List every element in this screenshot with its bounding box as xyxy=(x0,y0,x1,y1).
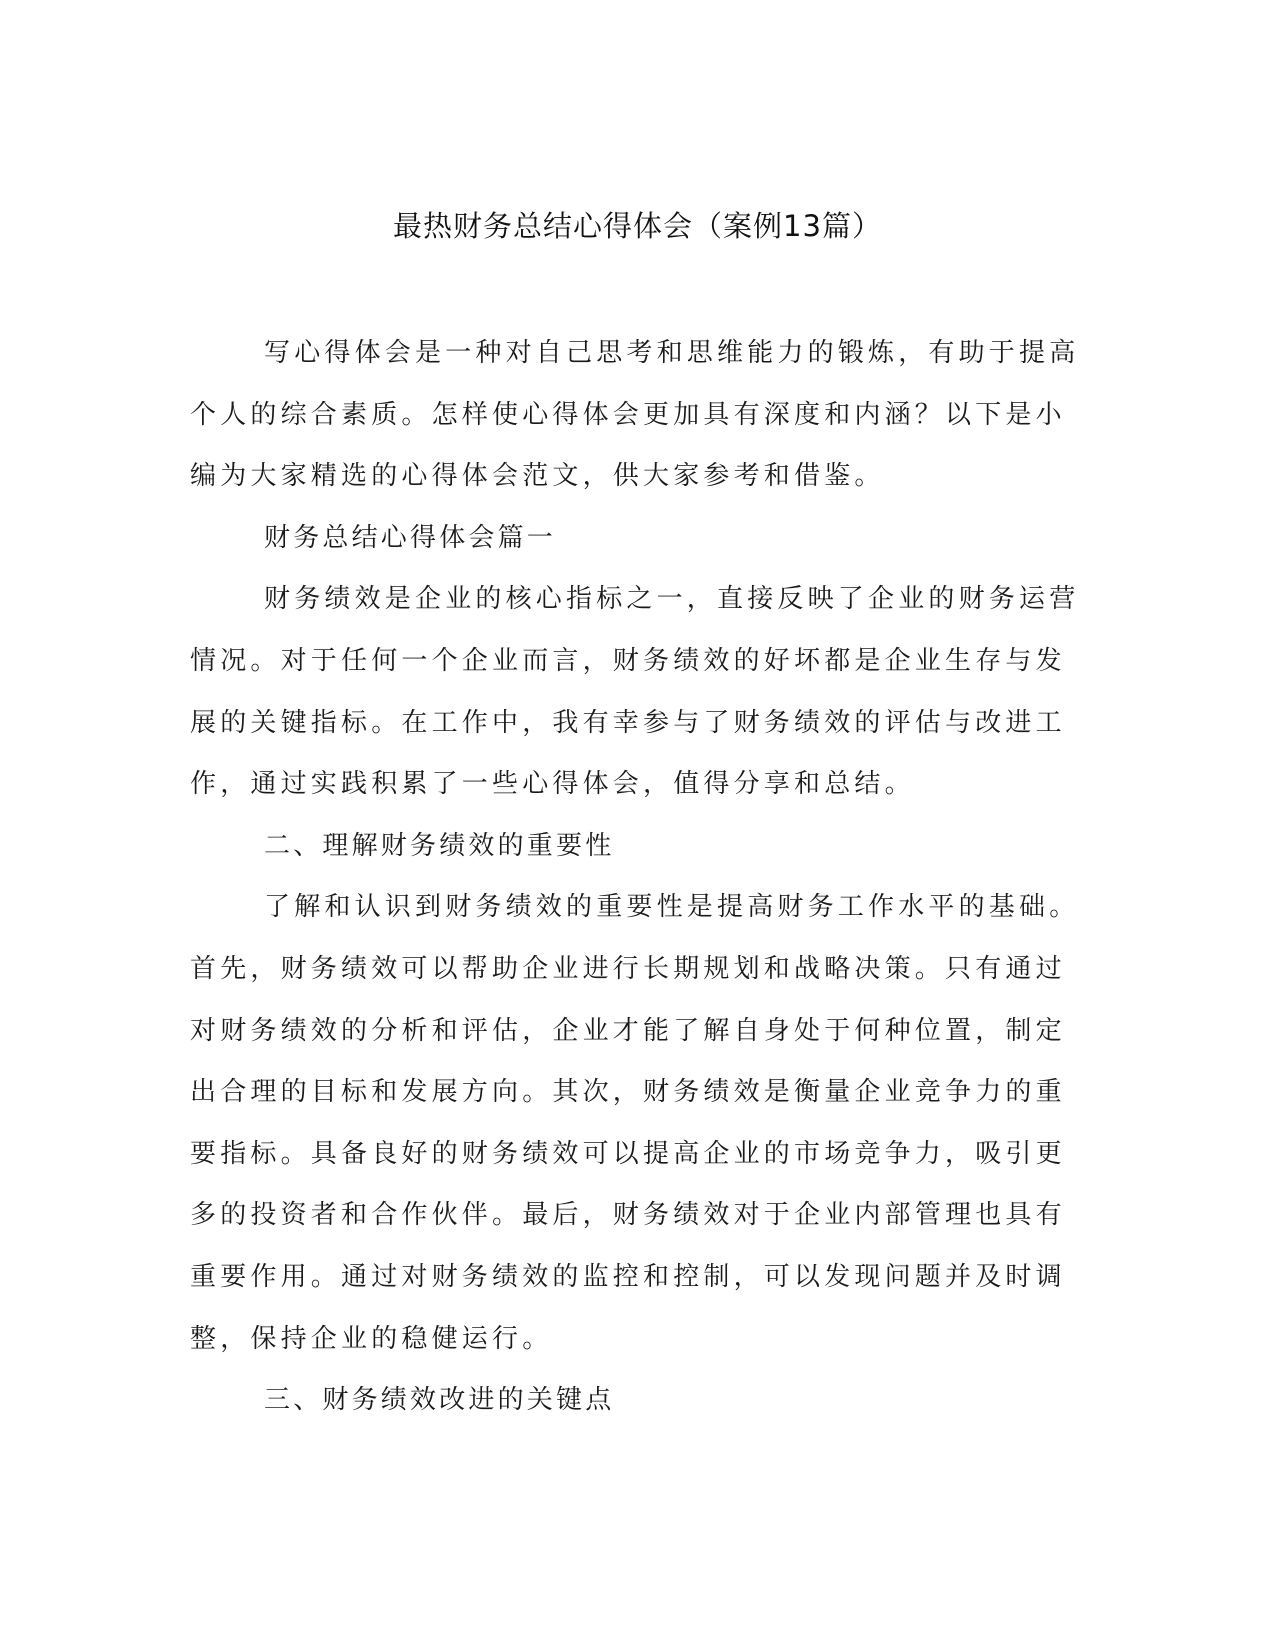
body-paragraph-importance: 了解和认识到财务绩效的重要性是提高财务工作水平的基础。首先，财务绩效可以帮助企业进行长期规划和战略决策。只有通过对财务绩效的分析和评估，企业才能了解自身处于何种位置，制定出合理的目标和发展方向。其次，财务绩效是衡量企业竞争力的重要指标。具备良好的财务绩效可以提高企业的市场竞争力，吸引更多的投资者和合作伙伴。最后，财务绩效对于企业内部管理也具有重要作用。通过对财务绩效的监控和控制，可以发现问题并及时调整，保持企业的稳健运行。 xyxy=(190,892,1080,1354)
section-heading-importance: 二、理解财务绩效的重要性 xyxy=(264,830,615,861)
section-heading-key-points: 三、财务绩效改进的关键点 xyxy=(264,1385,615,1416)
body-paragraph-part-one: 财务绩效是企业的核心指标之一，直接反映了企业的财务运营情况。对于任何一个企业而言，财务绩效的好坏都是企业生存与发展的关键指标。在工作中，我有幸参与了财务绩效的评估与改进工作，通过实践积累了一些心得体会，值得分享和总结。 xyxy=(190,584,1080,800)
section-heading-part-one: 财务总结心得体会篇一 xyxy=(264,522,557,553)
intro-paragraph: 写心得体会是一种对自己思考和思维能力的锻炼，有助于提高个人的综合素质。怎样使心得体会更加具有深度和内涵？以下是小编为大家精选的心得体会范文，供大家参考和借鉴。 xyxy=(190,338,1080,492)
document-title: 最热财务总结心得体会（案例13篇） xyxy=(393,209,882,243)
document-body xyxy=(190,323,1080,1432)
